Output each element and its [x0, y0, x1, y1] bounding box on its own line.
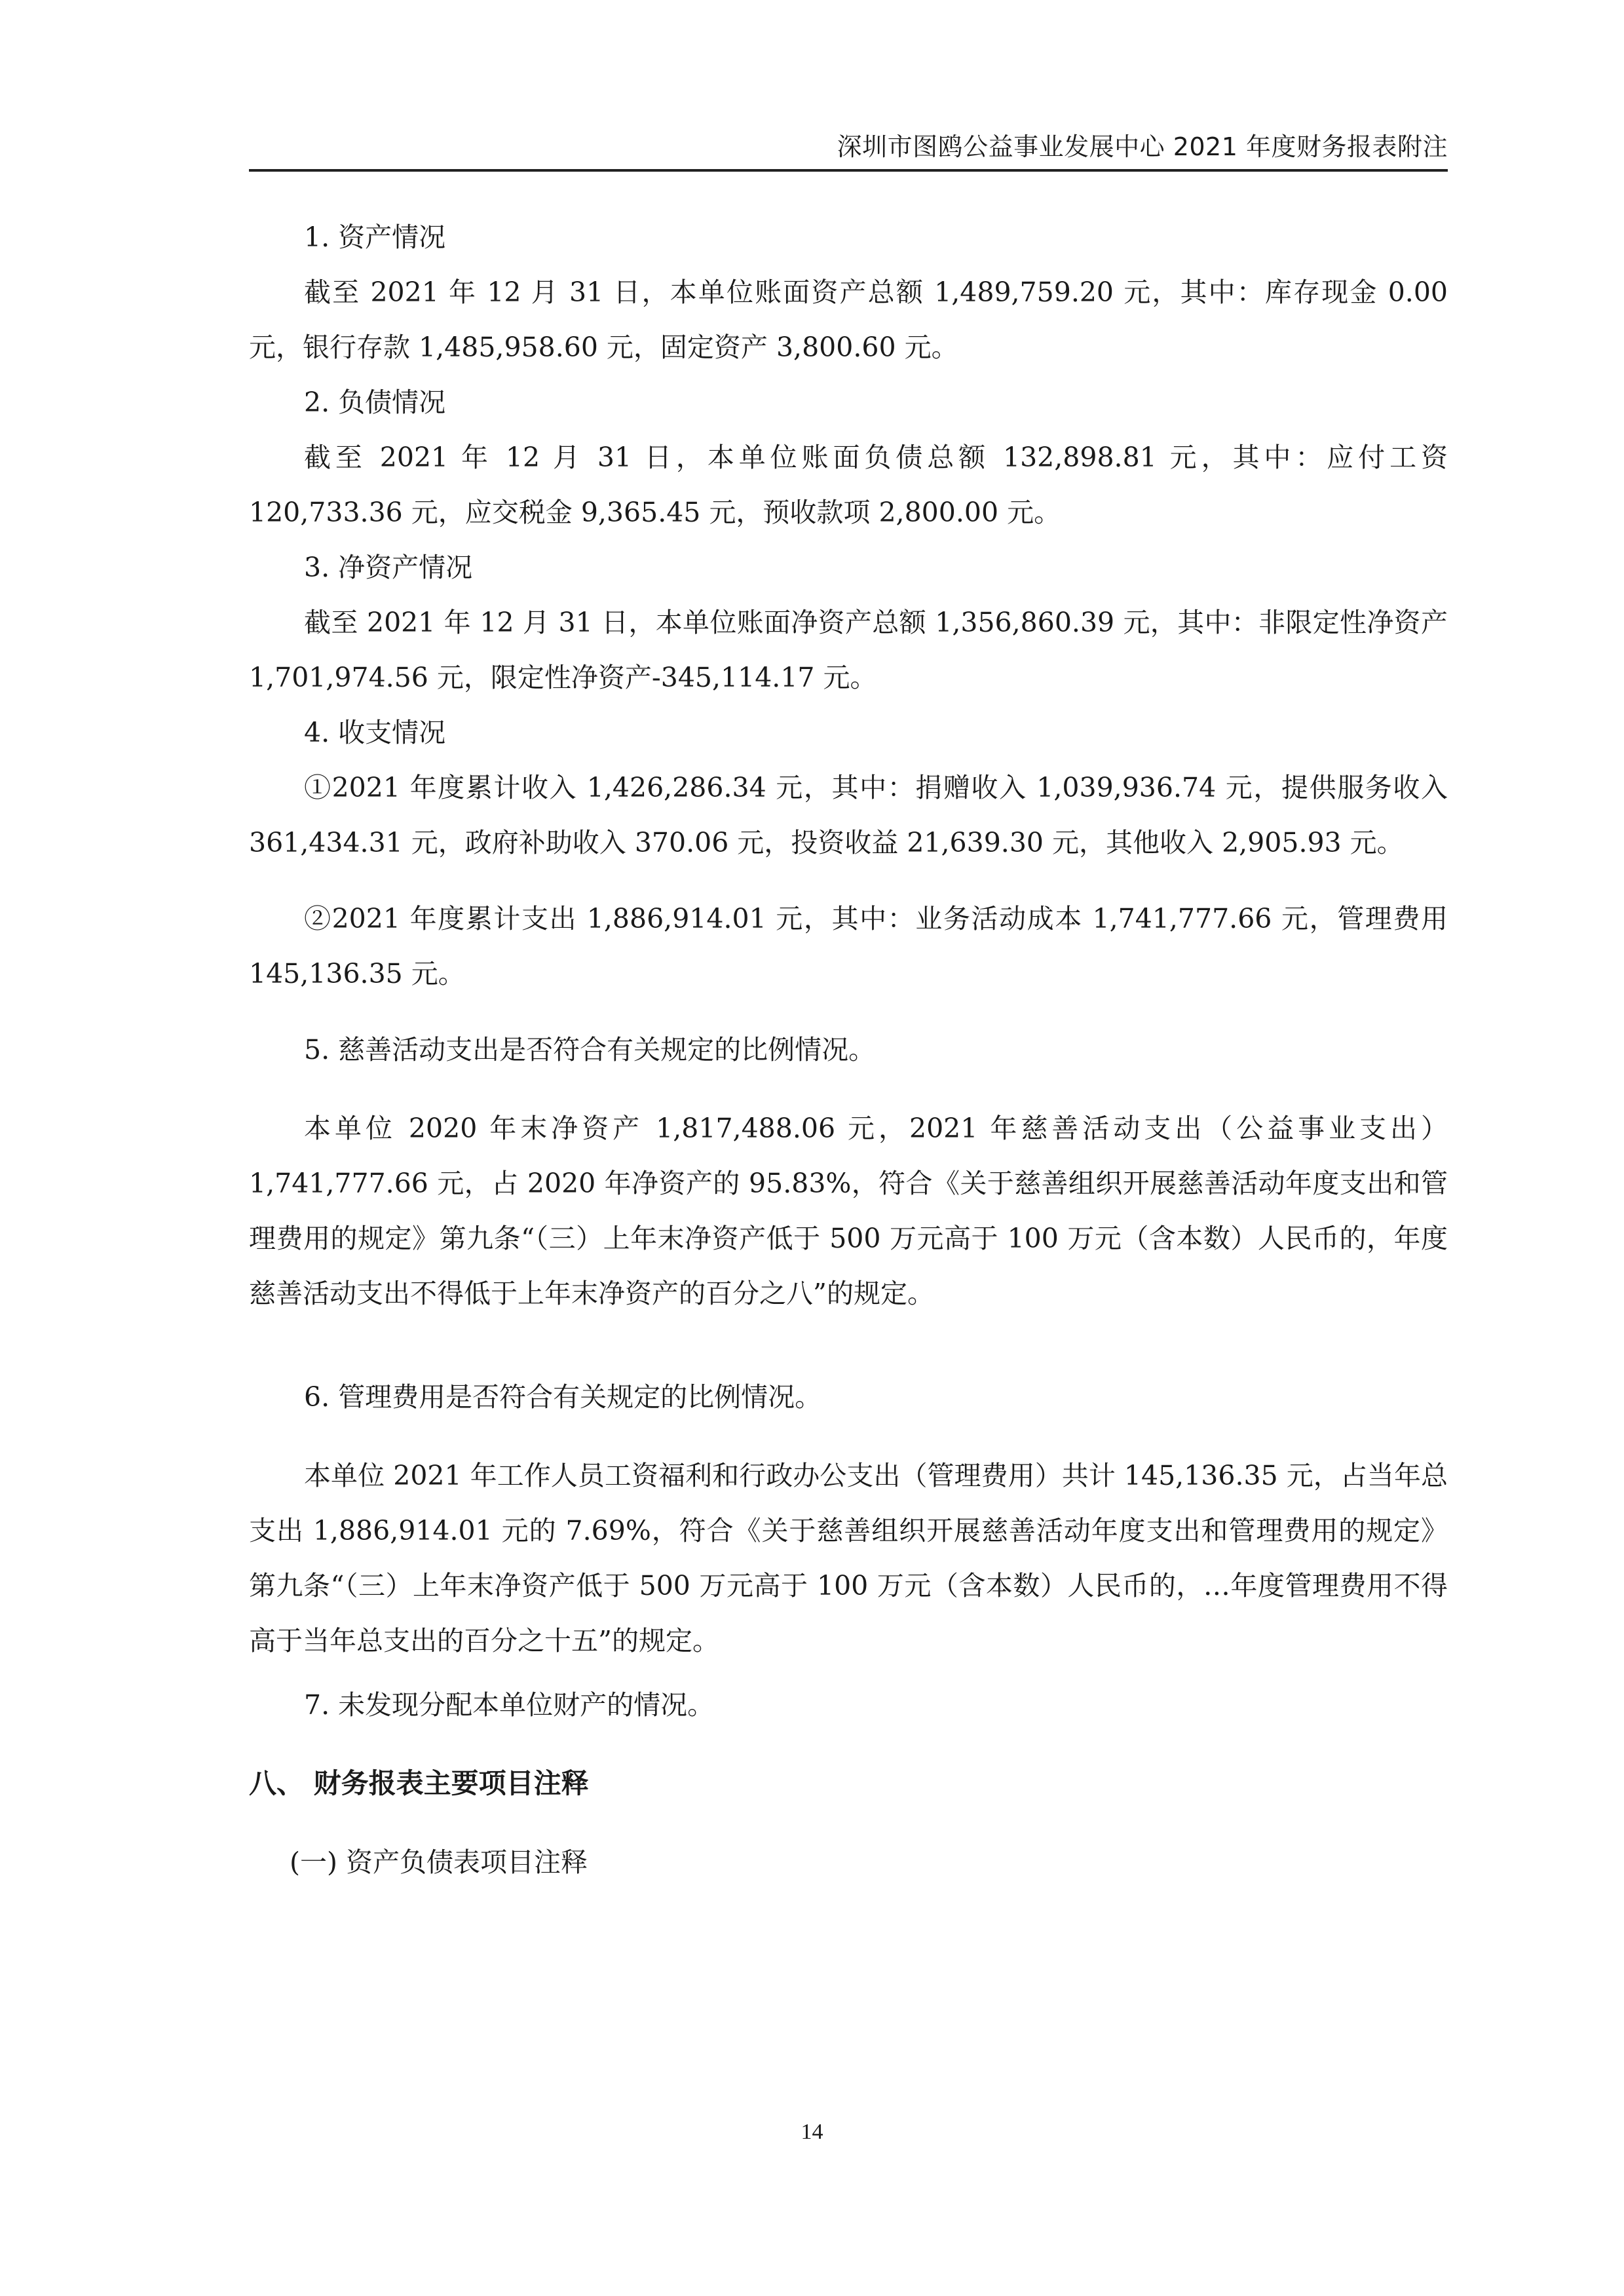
heading-charity-ratio: 5. 慈善活动支出是否符合有关规定的比例情况。 [304, 1034, 876, 1065]
paragraph-assets: 截至 2021 年 12 月 31 日，本单位账面资产总额 1,489,759.20 元，其中：库存现金 0.00 元，银行存款 1,485,958.60 元，固定资产 3,800.60 元。 [249, 277, 1448, 363]
section-heading-8: 八、 财务报表主要项目注释 [249, 1767, 589, 1799]
paragraph-net-assets: 截至 2021 年 12 月 31 日，本单位账面净资产总额 1,356,860.39 元，其中：非限定性净资产 1,701,974.56 元，限定性净资产-345,114.17 元。 [249, 607, 1448, 693]
heading-assets: 1. 资产情况 [304, 221, 446, 253]
heading-liabilities: 2. 负债情况 [304, 387, 446, 418]
heading-management-ratio: 6. 管理费用是否符合有关规定的比例情况。 [304, 1381, 822, 1413]
heading-net-assets: 3. 净资产情况 [304, 552, 473, 583]
subsection-heading-balance-sheet: (一) 资产负债表项目注释 [290, 1846, 588, 1878]
paragraph-expense: ②2021 年度累计支出 1,886,914.01 元，其中：业务活动成本 1,741,777.66 元，管理费用 145,136.35 元。 [249, 903, 1448, 989]
header-title: 深圳市图鸥公益事业发展中心 2021 年度财务报表附注 [837, 132, 1448, 161]
paragraph-charity-ratio: 本单位 2020 年末净资产 1,817,488.06 元，2021 年慈善活动支出（公益事业支出）1,741,777.66 元，占 2020 年净资产的 95.83%，符合《关于慈善组织开展慈善活动年度支出和管理费用的规定》第九条“（三）上年末净资产低于 500 万元高于 100 万元（含本数）人民币的，年度慈善活动支出不得低于上年末净资产的百分之八”的规定。 [249, 1113, 1448, 1309]
paragraph-asset-distribution: 7. 未发现分配本单位财产的情况。 [304, 1689, 715, 1721]
paragraph-income: ①2021 年度累计收入 1,426,286.34 元，其中：捐赠收入 1,039,936.74 元，提供服务收入 361,434.31 元，政府补助收入 370.06 元，投资收益 21,639.30 元，其他收入 2,905.93 元。 [249, 772, 1448, 858]
page-number: 14 [801, 2120, 823, 2144]
page-header [249, 123, 1448, 172]
paragraph-liabilities: 截至 2021 年 12 月 31 日，本单位账面负债总额 132,898.81 元，其中：应付工资 120,733.36 元，应交税金 9,365.45 元，预收款项 2,800.00 元。 [249, 442, 1448, 528]
heading-income-expense: 4. 收支情况 [304, 717, 446, 748]
paragraph-management-ratio: 本单位 2021 年工作人员工资福利和行政办公支出（管理费用）共计 145,136.35 元，占当年总支出 1,886,914.01 元的 7.69%，符合《关于慈善组织开展慈善活动年度支出和管理费用的规定》第九条“（三）上年末净资产低于 500 万元高于 100 万元（含本数）人民币的，…年度管理费用不得高于当年总支出的百分之十五”的规定。 [249, 1460, 1448, 1656]
